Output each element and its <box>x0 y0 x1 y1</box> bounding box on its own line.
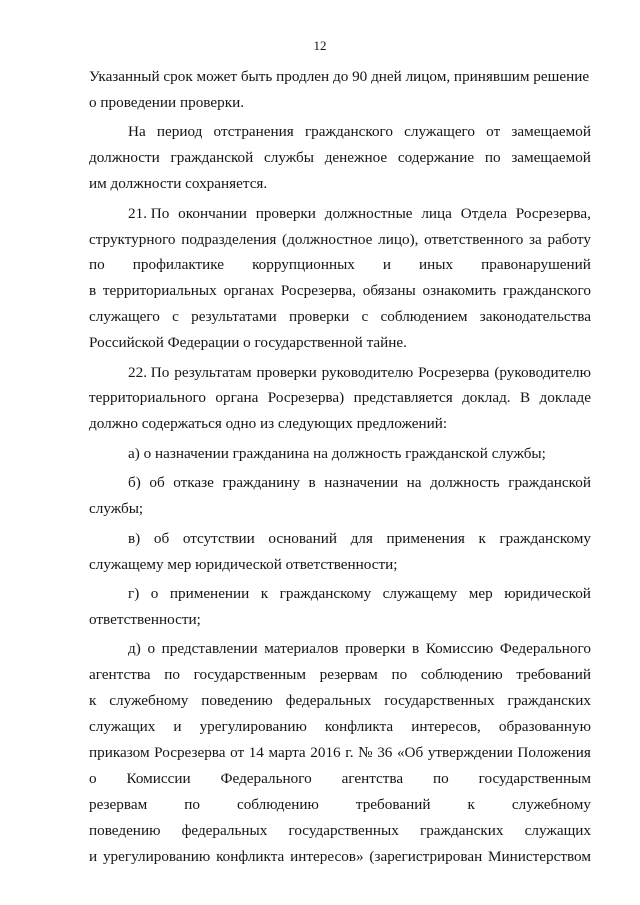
word: лицо), <box>378 230 419 248</box>
word: в) <box>128 529 141 547</box>
word: 2016 <box>310 744 341 762</box>
word: резервам <box>89 795 148 813</box>
word: резервам <box>319 666 378 684</box>
text-line <box>89 470 591 496</box>
word: служебному <box>109 692 189 710</box>
word: требований <box>516 666 591 684</box>
word: урегулированию <box>199 718 307 736</box>
word: доклад. <box>462 389 511 407</box>
word: по <box>433 769 449 787</box>
word: агентства <box>89 666 151 684</box>
word: о <box>89 769 97 787</box>
word: образованную <box>498 718 591 736</box>
word: по <box>184 795 200 813</box>
text-line: служащему мер юридической ответственности; <box>89 555 398 573</box>
word: 22. По <box>128 363 170 381</box>
word: территориальных <box>102 282 217 300</box>
word: представлении <box>161 640 258 658</box>
word: служебному <box>511 795 591 813</box>
word: Положения <box>517 744 591 762</box>
word: агентства <box>341 769 404 787</box>
word: Комиссии <box>126 769 191 787</box>
word: руководителю <box>321 363 414 381</box>
text-line <box>89 636 591 662</box>
word: отказе <box>173 474 214 492</box>
text-line: службы; <box>89 500 144 518</box>
text-line <box>89 227 591 253</box>
word: служащих <box>89 718 156 736</box>
word: поведению <box>89 821 161 839</box>
word: законодательства <box>479 308 591 326</box>
word: мер <box>468 585 493 603</box>
word: по <box>391 666 408 684</box>
word: государственных <box>384 692 495 710</box>
word: замещаемой <box>511 149 591 167</box>
word: материалов <box>264 640 339 658</box>
word: гражданского <box>502 282 591 300</box>
word: гражданской <box>508 474 591 492</box>
word: об <box>149 474 165 492</box>
word: профилактике <box>132 256 225 274</box>
word: конфликта <box>324 718 394 736</box>
word: Росрезерва <box>418 363 490 381</box>
word: структурного <box>89 230 176 248</box>
word: замещаемой <box>511 123 591 141</box>
word: и <box>382 256 392 274</box>
word: с <box>361 308 369 326</box>
word: органа <box>215 389 259 407</box>
word: гражданскому <box>499 529 591 547</box>
word: Федерального <box>220 769 312 787</box>
word: Росрезерва <box>154 744 226 762</box>
word: о <box>150 585 159 603</box>
word: к <box>260 585 269 603</box>
word: проверки <box>256 363 317 381</box>
word: требований <box>355 795 431 813</box>
word: содержание <box>397 149 475 167</box>
word: отстранения <box>213 123 294 141</box>
text-line: Указанный срок может быть продлен до 90 дней лицом, принявшим решение <box>89 68 590 85</box>
word: иных <box>419 256 454 274</box>
word: соблюдению <box>236 795 319 813</box>
word: ознакомить <box>422 282 497 300</box>
word: о <box>147 640 156 658</box>
text-line <box>89 688 591 714</box>
word: коррупционных <box>252 256 355 274</box>
word: по <box>164 666 180 684</box>
word: Федерального <box>499 640 591 658</box>
word: гражданскому <box>279 585 372 603</box>
text-line <box>89 818 591 844</box>
word: 36 <box>377 744 393 762</box>
text-line: а) о назначении гражданина на должность гражданской службы; <box>128 444 546 462</box>
word: государственным <box>478 769 591 787</box>
word: к <box>478 529 486 547</box>
word: 21. По <box>128 204 170 222</box>
text-line: ответственности; <box>89 610 201 628</box>
word: Росрезерва) <box>267 389 345 407</box>
text-line <box>89 766 591 792</box>
word: лица <box>421 204 452 222</box>
word: юридической <box>504 585 591 603</box>
word: (зарегистрирован <box>369 847 483 865</box>
word: марта <box>268 744 306 762</box>
text-line <box>89 740 591 766</box>
word: докладе <box>539 389 591 407</box>
word: результатами <box>191 308 277 326</box>
word: г. <box>345 744 354 762</box>
word: на <box>406 474 422 492</box>
word: об <box>153 529 170 547</box>
word: 14 <box>248 744 264 762</box>
word: б) <box>128 474 141 492</box>
word: урегулированию <box>102 847 211 865</box>
word: для <box>350 529 373 547</box>
word: служащего <box>89 308 160 326</box>
word: проверки <box>288 308 350 326</box>
word: Росрезерва, <box>515 204 591 222</box>
text-line: должно содержаться одно из следующих предложений: <box>89 415 448 433</box>
word: государственных <box>288 821 399 839</box>
word: № <box>358 744 373 762</box>
word: приказом <box>89 744 150 762</box>
word: (должностное <box>282 230 373 248</box>
word: ответственного <box>424 230 524 248</box>
word: отсутствии <box>182 529 255 547</box>
word: гражданского <box>304 123 393 141</box>
word: проверки <box>345 640 406 658</box>
word: территориального <box>89 389 206 407</box>
word: с <box>172 308 179 326</box>
text-line: Российской Федерации о государственной тайне. <box>89 334 407 352</box>
word: оснований <box>268 529 337 547</box>
text-line <box>89 662 591 688</box>
word: служащему <box>382 585 458 603</box>
word: к <box>89 692 97 710</box>
word: Министерством <box>488 847 591 865</box>
word: федеральных <box>181 821 268 839</box>
text-line <box>89 844 591 870</box>
word: назначении <box>324 474 399 492</box>
word: за <box>529 230 542 248</box>
text-line <box>89 526 591 552</box>
text-line: о проведении проверки. <box>89 93 245 111</box>
text-line <box>89 304 591 330</box>
word: поведению <box>201 692 273 710</box>
word: Комиссию <box>425 640 494 658</box>
word: представляется <box>353 389 453 407</box>
word: гражданской <box>170 149 254 167</box>
word: в <box>89 282 97 300</box>
word: применении <box>169 585 250 603</box>
word: гражданских <box>419 821 504 839</box>
word: от <box>230 744 245 762</box>
text-line <box>89 385 591 411</box>
word: применения <box>386 529 465 547</box>
text-line: им должности сохраняется. <box>89 175 268 193</box>
word: к <box>467 795 475 813</box>
word: гражданских <box>507 692 591 710</box>
text-line <box>89 201 591 227</box>
text-line <box>89 252 591 278</box>
word: должности <box>89 149 160 167</box>
word: службы <box>264 149 314 167</box>
word: «Об <box>396 744 424 762</box>
word: Отдела <box>460 204 507 222</box>
word: период <box>156 123 203 141</box>
word: соблюдением <box>380 308 468 326</box>
word: г) <box>128 585 140 603</box>
word: подразделения <box>181 230 277 248</box>
text-line <box>89 792 591 818</box>
word: должностные <box>324 204 413 222</box>
word: в <box>308 474 316 492</box>
word: соблюдению <box>420 666 503 684</box>
word: На <box>128 123 146 141</box>
word: служащих <box>524 821 591 839</box>
word: гражданину <box>222 474 300 492</box>
word: служащего <box>404 123 475 141</box>
page-number: 12 <box>313 38 327 53</box>
text-line <box>89 145 591 171</box>
word: федеральных <box>285 692 372 710</box>
word: работу <box>547 230 591 248</box>
word: государственным <box>193 666 306 684</box>
text-line <box>89 278 591 304</box>
word: интересов, <box>411 718 481 736</box>
word: проверки <box>255 204 316 222</box>
word: д) <box>128 640 141 658</box>
text-line <box>89 581 591 607</box>
word: органах <box>223 282 275 300</box>
word: конфликта <box>216 847 285 865</box>
word: (руководителю <box>494 363 591 381</box>
text-line <box>89 119 591 145</box>
word: денежное <box>324 149 388 167</box>
word: Росрезерва, <box>280 282 356 300</box>
word: обязаны <box>362 282 416 300</box>
word: должность <box>430 474 500 492</box>
word: интересов» <box>290 847 364 865</box>
text-line <box>89 360 591 386</box>
document-body <box>89 64 591 869</box>
word: от <box>486 123 501 141</box>
word: и <box>89 847 98 865</box>
word: в <box>412 640 420 658</box>
text-line <box>89 714 591 740</box>
word: и <box>173 718 182 736</box>
word: утверждении <box>427 744 513 762</box>
word: по <box>484 149 501 167</box>
word: окончании <box>178 204 247 222</box>
word: по <box>89 256 105 274</box>
word: результатам <box>174 363 252 381</box>
word: правонарушений <box>481 256 591 274</box>
word: В <box>519 389 531 407</box>
